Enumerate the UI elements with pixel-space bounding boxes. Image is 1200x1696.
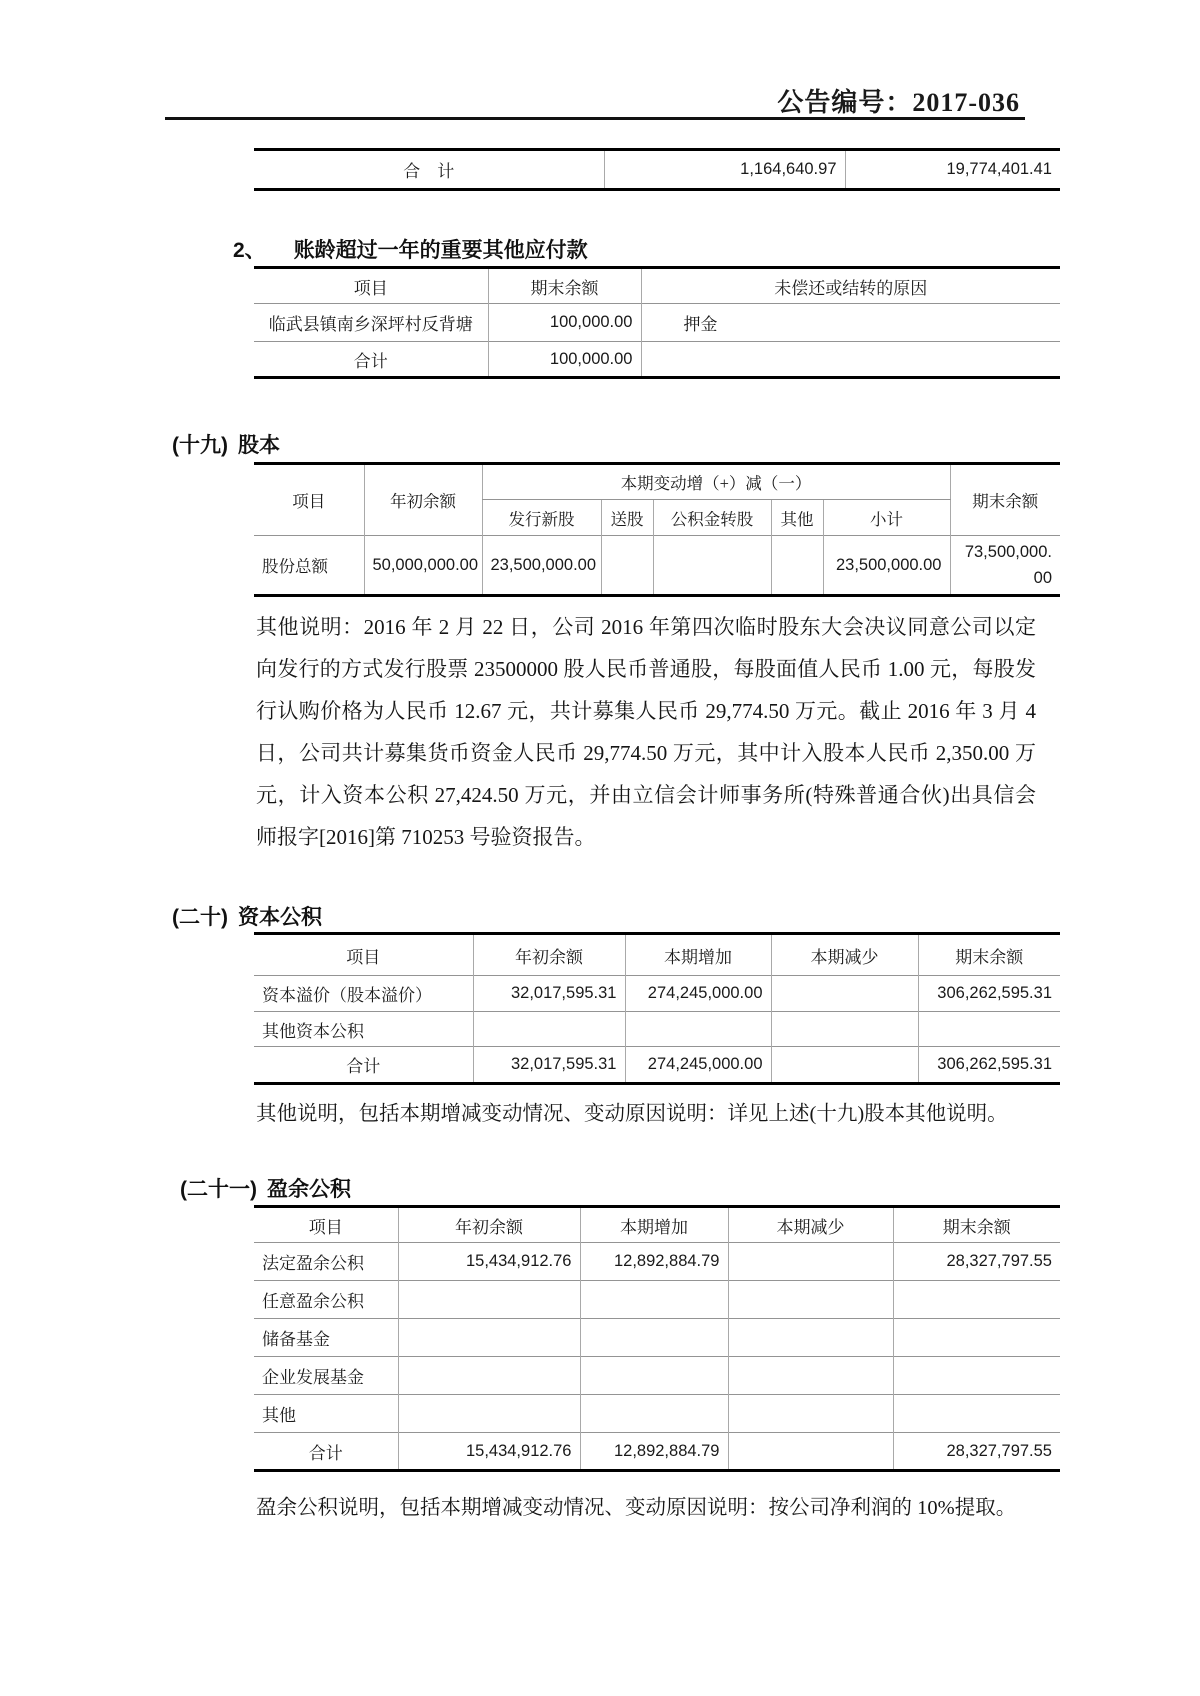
share-bonus [601, 536, 653, 596]
share-subtotal: 23,500,000.00 [823, 536, 950, 596]
payable-item: 临武县镇南乡深坪村反背塘 [254, 304, 488, 342]
header-rule [165, 117, 1025, 120]
surplus-item: 其他 [254, 1395, 398, 1433]
payable-reason: 押金 [641, 304, 1060, 342]
notice-number: 公告编号：2017-036 [777, 88, 1020, 117]
section-capital-reserve-heading [172, 901, 322, 931]
col-header-closing: 期末余额 [918, 934, 1060, 976]
surplus-opening [398, 1319, 580, 1357]
surplus-increase [580, 1281, 728, 1319]
table-header-row [254, 268, 1060, 304]
total-opening: 32,017,595.31 [473, 1047, 625, 1084]
total-value-1: 1,164,640.97 [604, 150, 845, 190]
total-label: 合计 [254, 1047, 473, 1084]
total-value-2: 19,774,401.41 [845, 150, 1060, 190]
col-header-reason: 未偿还或结转的原因 [641, 268, 1060, 304]
share-other [771, 536, 823, 596]
surplus-increase: 12,892,884.79 [580, 1243, 728, 1281]
col-header-reserve-conversion: 公积金转股 [653, 500, 771, 536]
reserve-increase: 274,245,000.00 [625, 976, 771, 1012]
reserve-decrease [771, 1012, 918, 1047]
share-closing: 73,500,000.00 [950, 536, 1060, 596]
carryover-total-table [254, 148, 1060, 191]
col-header-new-issue: 发行新股 [482, 500, 601, 536]
reserve-item: 资本溢价（股本溢价） [254, 976, 473, 1012]
col-header-item: 项目 [308, 1217, 343, 1237]
share-item: 股份总额 [254, 536, 364, 596]
surplus-decrease [728, 1357, 893, 1395]
share-capital-table [254, 462, 1060, 597]
surplus-increase [580, 1395, 728, 1433]
capital-reserve-table [254, 932, 1060, 1085]
table-row [254, 1012, 1060, 1047]
table-header-row [254, 1207, 1060, 1243]
total-decrease [728, 1433, 893, 1471]
surplus-decrease [728, 1395, 893, 1433]
section-number: 2、 [233, 239, 266, 262]
reserve-item: 其他资本公积 [254, 1012, 473, 1047]
table-row [254, 1395, 1060, 1433]
surplus-closing [893, 1357, 1060, 1395]
col-header-item: 项目 [346, 947, 381, 967]
section-title: 盈余公积 [267, 1178, 351, 1201]
col-header-closing: 期末余额 [488, 268, 641, 304]
col-header-subtotal: 小计 [823, 500, 950, 536]
surplus-closing [893, 1395, 1060, 1433]
table-total-row [254, 342, 1060, 378]
share-new-issue: 23,500,000.00 [482, 536, 601, 596]
total-label: 合计 [254, 342, 488, 378]
col-header-decrease: 本期减少 [728, 1207, 893, 1243]
surplus-decrease [728, 1243, 893, 1281]
table-row [254, 1357, 1060, 1395]
total-label: 合计 [254, 1433, 398, 1471]
section-number: (十九) [172, 434, 228, 457]
total-closing: 306,262,595.31 [918, 1047, 1060, 1084]
reserve-opening: 32,017,595.31 [473, 976, 625, 1012]
table-row [254, 1281, 1060, 1319]
table-header-row-1 [254, 464, 1060, 500]
total-label: 合 计 [403, 162, 455, 181]
surplus-increase [580, 1357, 728, 1395]
section-title: 账龄超过一年的重要其他应付款 [293, 239, 588, 262]
table-header-row [254, 934, 1060, 976]
section-surplus-reserve-heading [180, 1173, 351, 1203]
table-row [254, 1319, 1060, 1357]
total-closing: 28,327,797.55 [893, 1433, 1060, 1471]
total-amount: 100,000.00 [488, 342, 641, 378]
table-row [254, 1243, 1060, 1281]
col-header-opening: 年初余额 [364, 464, 482, 536]
share-opening: 50,000,000.00 [364, 536, 482, 596]
surplus-reserve-note: 盈余公积说明，包括本期增减变动情况、变动原因说明：按公司净利润的 10%提取。 [256, 1497, 1017, 1519]
payable-amount: 100,000.00 [488, 304, 641, 342]
reserve-closing: 306,262,595.31 [918, 976, 1060, 1012]
reserve-increase [625, 1012, 771, 1047]
col-header-increase: 本期增加 [580, 1207, 728, 1243]
col-header-decrease: 本期减少 [771, 934, 918, 976]
other-payables-table [254, 266, 1060, 379]
surplus-decrease [728, 1281, 893, 1319]
total-increase: 274,245,000.00 [625, 1047, 771, 1084]
table-total-row [254, 1433, 1060, 1471]
table-row [254, 304, 1060, 342]
col-header-closing: 期末余额 [950, 464, 1060, 536]
section-title: 股本 [238, 434, 280, 457]
surplus-opening [398, 1395, 580, 1433]
table-row [254, 150, 1060, 190]
surplus-increase [580, 1319, 728, 1357]
total-reason [641, 342, 1060, 378]
section-other-payables-heading [233, 234, 588, 264]
surplus-reserve-table [254, 1205, 1060, 1472]
col-header-item: 项目 [292, 492, 326, 511]
col-header-other: 其他 [771, 500, 823, 536]
col-header-opening: 年初余额 [398, 1207, 580, 1243]
table-row [254, 536, 1060, 596]
surplus-closing [893, 1319, 1060, 1357]
col-header-bonus-shares: 送股 [601, 500, 653, 536]
capital-reserve-note: 其他说明，包括本期增减变动情况、变动原因说明：详见上述(十九)股本其他说明。 [256, 1103, 1008, 1125]
surplus-opening [398, 1357, 580, 1395]
surplus-item: 企业发展基金 [254, 1357, 398, 1395]
section-share-capital-heading [172, 429, 280, 459]
reserve-decrease [771, 976, 918, 1012]
surplus-opening [398, 1281, 580, 1319]
col-header-item: 项目 [353, 278, 388, 298]
surplus-opening: 15,434,912.76 [398, 1243, 580, 1281]
share-reserve-conversion [653, 536, 771, 596]
surplus-item: 任意盈余公积 [254, 1281, 398, 1319]
total-increase: 12,892,884.79 [580, 1433, 728, 1471]
total-decrease [771, 1047, 918, 1084]
surplus-closing [893, 1281, 1060, 1319]
surplus-item: 储备基金 [254, 1319, 398, 1357]
col-header-increase: 本期增加 [625, 934, 771, 976]
surplus-decrease [728, 1319, 893, 1357]
col-header-opening: 年初余额 [473, 934, 625, 976]
reserve-opening [473, 1012, 625, 1047]
table-total-row [254, 1047, 1060, 1084]
reserve-closing [918, 1012, 1060, 1047]
table-row [254, 976, 1060, 1012]
section-number: (二十一) [180, 1178, 257, 1201]
surplus-closing: 28,327,797.55 [893, 1243, 1060, 1281]
section-title: 资本公积 [238, 906, 322, 929]
col-header-change-group: 本期变动增（+）减（一） [482, 464, 950, 500]
col-header-closing: 期末余额 [893, 1207, 1060, 1243]
surplus-item: 法定盈余公积 [254, 1243, 398, 1281]
section-number: (二十) [172, 906, 228, 929]
total-opening: 15,434,912.76 [398, 1433, 580, 1471]
share-capital-note: 其他说明：2016 年 2 月 22 日，公司 2016 年第四次临时股东大会决议同意公司以定向发行的方式发行股票 23500000 股人民币普通股，每股面值人民币 1.00 元，每股发行认购价格为人民币 12.67 元，共计募集人民币 29,774.50 万元。截止 2016 年 3 月 4 日，公司共计募集货币资金人民币 29,774.50 万元，其中计入股本人民币 2,350.00 万元，计入资本公积 27,424.50 万元，并由立信会计师事务所(特殊普通合伙)出具信会师报字[2016]第 710253 号验资报告。 [256, 615, 1036, 849]
